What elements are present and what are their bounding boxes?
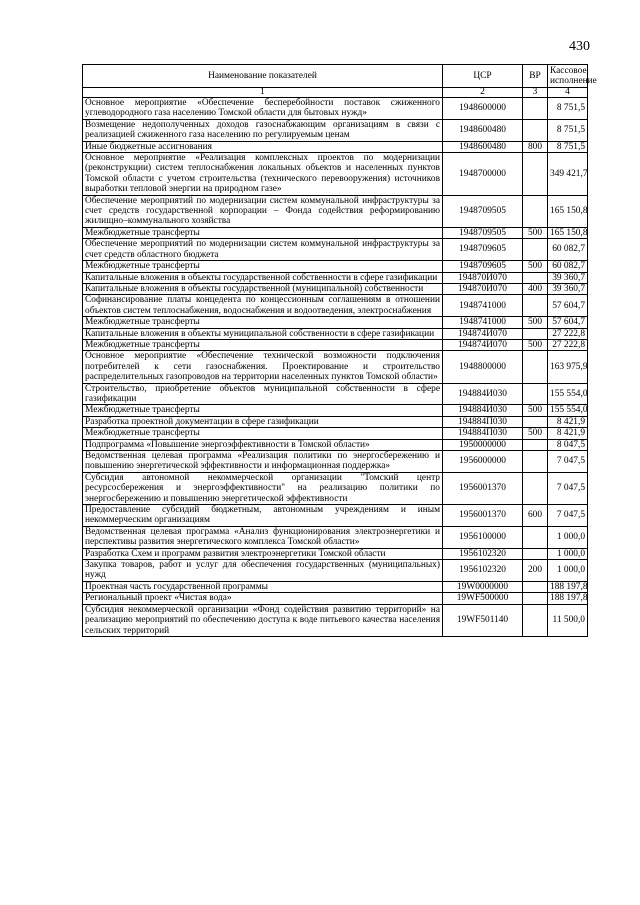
row-name-cell: Строительство, приобретение объектов муниципальной собственности в сфере газификации bbox=[83, 383, 443, 405]
row-vr-cell bbox=[523, 153, 548, 196]
row-name-cell: Субсидия некоммерческой организации «Фонд содействия развитию территорий» на реализацию мероприятий по обеспечению доступа к воде питьевого качества населения сельских территорий bbox=[83, 604, 443, 636]
row-sum-cell: 11 500,0 bbox=[548, 604, 588, 636]
row-name-cell: Подпрограмма «Повышение энергоэффективности в Томской области» bbox=[83, 439, 443, 450]
header-sum: Кассовое исполнение bbox=[548, 65, 588, 88]
row-csr-cell: 1948709505 bbox=[443, 195, 523, 227]
row-sum-cell: 60 082,7 bbox=[548, 239, 588, 261]
row-vr-cell bbox=[523, 593, 548, 604]
table-row bbox=[83, 439, 588, 450]
row-csr-cell: 1956100000 bbox=[443, 526, 523, 548]
row-csr-cell: 1948700000 bbox=[443, 153, 523, 196]
table-row bbox=[83, 451, 588, 473]
table-row bbox=[83, 405, 588, 416]
row-sum-cell: 7 047,5 bbox=[548, 472, 588, 504]
row-vr-cell bbox=[523, 195, 548, 227]
row-sum-cell: 188 197,8 bbox=[548, 581, 588, 592]
row-vr-cell: 400 bbox=[523, 283, 548, 294]
row-csr-cell: 194884И030 bbox=[443, 383, 523, 405]
table-row bbox=[83, 317, 588, 328]
row-name-cell: Обеспечение мероприятий по модернизации систем коммунальной инфраструктуры за счет средств государственной корпорации – Фонда содействия реформированию жилищно–коммунального хозяйства bbox=[83, 195, 443, 227]
row-vr-cell: 200 bbox=[523, 560, 548, 582]
row-sum-cell: 57 604,7 bbox=[548, 317, 588, 328]
row-name-cell: Межбюджетные трансферты bbox=[83, 428, 443, 439]
table-body bbox=[83, 98, 588, 637]
table-row bbox=[83, 593, 588, 604]
row-csr-cell: 19WF501140 bbox=[443, 604, 523, 636]
row-name-cell: Капитальные вложения в объекты государственной (муниципальной) собственности bbox=[83, 283, 443, 294]
row-sum-cell: 1 000,0 bbox=[548, 560, 588, 582]
row-csr-cell: 194870И070 bbox=[443, 272, 523, 283]
table-row bbox=[83, 272, 588, 283]
row-sum-cell: 27 222,8 bbox=[548, 328, 588, 339]
row-sum-cell: 39 360,7 bbox=[548, 272, 588, 283]
row-sum-cell: 188 197,8 bbox=[548, 593, 588, 604]
table-row bbox=[83, 283, 588, 294]
row-vr-cell bbox=[523, 526, 548, 548]
table-row bbox=[83, 98, 588, 120]
table-row bbox=[83, 339, 588, 350]
row-csr-cell: 1956102320 bbox=[443, 548, 523, 559]
row-name-cell: Предоставление субсидий бюджетным, автономным учреждениям и иным некоммерческим организациям bbox=[83, 505, 443, 527]
row-sum-cell: 165 150,8 bbox=[548, 195, 588, 227]
row-sum-cell: 60 082,7 bbox=[548, 261, 588, 272]
table-row bbox=[83, 560, 588, 582]
row-name-cell: Ведомственная целевая программа «Реализация политики по энергосбережению и повышению энергетической эффективности и информационная поддержка» bbox=[83, 451, 443, 473]
row-csr-cell: 1948800000 bbox=[443, 351, 523, 383]
row-vr-cell: 500 bbox=[523, 317, 548, 328]
row-vr-cell bbox=[523, 383, 548, 405]
row-sum-cell: 7 047,5 bbox=[548, 451, 588, 473]
row-csr-cell: 1956102320 bbox=[443, 560, 523, 582]
row-name-cell: Возмещение недополученных доходов газоснабжающим организациям в связи с реализацией сжиженного газа населению по регулируемым ценам bbox=[83, 119, 443, 141]
row-sum-cell: 155 554,0 bbox=[548, 405, 588, 416]
row-sum-cell: 349 421,7 bbox=[548, 153, 588, 196]
row-csr-cell: 1948741000 bbox=[443, 317, 523, 328]
row-csr-cell: 1956001370 bbox=[443, 472, 523, 504]
row-name-cell: Основное мероприятие «Реализация комплексных проектов по модернизации (реконструкции) систем теплоснабжения локальных объектов и населенных пунктов Томской области с учетом строительства (технического перевооружения) источников выработки тепловой энергии на природном газе» bbox=[83, 153, 443, 196]
row-csr-cell: 194870И070 bbox=[443, 283, 523, 294]
row-csr-cell: 19W0000000 bbox=[443, 581, 523, 592]
table-row bbox=[83, 548, 588, 559]
row-csr-cell: 194884П030 bbox=[443, 416, 523, 427]
row-vr-cell bbox=[523, 239, 548, 261]
budget-execution-table bbox=[82, 64, 597, 637]
row-vr-cell bbox=[523, 98, 548, 120]
row-csr-cell: 1956001370 bbox=[443, 505, 523, 527]
table-row bbox=[83, 526, 588, 548]
row-sum-cell: 27 222,8 bbox=[548, 339, 588, 350]
row-name-cell: Межбюджетные трансферты bbox=[83, 317, 443, 328]
row-csr-cell: 1956000000 bbox=[443, 451, 523, 473]
table-row bbox=[83, 581, 588, 592]
row-sum-cell: 8 751,5 bbox=[548, 141, 588, 152]
row-vr-cell: 600 bbox=[523, 505, 548, 527]
row-vr-cell: 500 bbox=[523, 339, 548, 350]
row-vr-cell bbox=[523, 272, 548, 283]
row-vr-cell bbox=[523, 351, 548, 383]
table-row bbox=[83, 195, 588, 227]
table-header-row bbox=[83, 65, 588, 88]
header-vr: ВР bbox=[523, 65, 548, 88]
table-row bbox=[83, 505, 588, 527]
table-row bbox=[83, 428, 588, 439]
row-name-cell: Капитальные вложения в объекты муниципальной собственности в сфере газификации bbox=[83, 328, 443, 339]
row-sum-cell: 1 000,0 bbox=[548, 548, 588, 559]
row-vr-cell bbox=[523, 119, 548, 141]
column-number: 3 bbox=[523, 88, 548, 98]
row-name-cell: Проектная часть государственной программы bbox=[83, 581, 443, 592]
row-vr-cell bbox=[523, 581, 548, 592]
row-name-cell: Региональный проект «Чистая вода» bbox=[83, 593, 443, 604]
row-vr-cell: 500 bbox=[523, 227, 548, 238]
row-sum-cell: 155 554,0 bbox=[548, 383, 588, 405]
row-vr-cell bbox=[523, 328, 548, 339]
row-vr-cell: 500 bbox=[523, 428, 548, 439]
table-row bbox=[83, 416, 588, 427]
row-sum-cell: 39 360,7 bbox=[548, 283, 588, 294]
row-name-cell: Капитальные вложения в объекты государственной собственности в сфере газификации bbox=[83, 272, 443, 283]
row-sum-cell: 57 604,7 bbox=[548, 295, 588, 317]
row-name-cell: Иные бюджетные ассигнования bbox=[83, 141, 443, 152]
row-name-cell: Разработка Схем и программ развития электроэнергетики Томской области bbox=[83, 548, 443, 559]
row-vr-cell bbox=[523, 416, 548, 427]
row-csr-cell: 194884П030 bbox=[443, 428, 523, 439]
row-sum-cell: 8 421,9 bbox=[548, 428, 588, 439]
row-csr-cell: 194874И070 bbox=[443, 339, 523, 350]
row-name-cell: Ведомственная целевая программа «Анализ функционирования электроэнергетики и перспективы развития энергетического комплекса Томской области» bbox=[83, 526, 443, 548]
row-name-cell: Разработка проектной документации в сфере газификации bbox=[83, 416, 443, 427]
row-vr-cell bbox=[523, 439, 548, 450]
row-csr-cell: 1948600480 bbox=[443, 141, 523, 152]
row-sum-cell: 7 047,5 bbox=[548, 505, 588, 527]
row-sum-cell: 8 047,5 bbox=[548, 439, 588, 450]
row-vr-cell bbox=[523, 604, 548, 636]
row-name-cell: Основное мероприятие «Обеспечение бесперебойности поставок сжиженного углеводородного газа населению Томской области для бытовых нужд» bbox=[83, 98, 443, 120]
column-number-row bbox=[83, 88, 588, 98]
table-row bbox=[83, 295, 588, 317]
row-name-cell: Межбюджетные трансферты bbox=[83, 339, 443, 350]
row-sum-cell: 165 150,8 bbox=[548, 227, 588, 238]
row-name-cell: Субсидия автономной некоммерческой организации "Томский центр ресурсосбережения и энергоэффективности" на реализацию политики по энергосбережению и повышению энергетической эффективности bbox=[83, 472, 443, 504]
table-row bbox=[83, 604, 588, 636]
row-vr-cell bbox=[523, 295, 548, 317]
row-csr-cell: 194884И030 bbox=[443, 405, 523, 416]
row-csr-cell: 1948709605 bbox=[443, 261, 523, 272]
row-sum-cell: 8 751,5 bbox=[548, 119, 588, 141]
row-sum-cell: 8 751,5 bbox=[548, 98, 588, 120]
row-name-cell: Софинансирование платы концедента по концессионным соглашениям в отношении объектов систем теплоснабжения, водоснабжения и водоотведения, электроснабжения bbox=[83, 295, 443, 317]
row-csr-cell: 1948709505 bbox=[443, 227, 523, 238]
row-vr-cell: 500 bbox=[523, 405, 548, 416]
row-name-cell: Межбюджетные трансферты bbox=[83, 261, 443, 272]
row-csr-cell: 1948741000 bbox=[443, 295, 523, 317]
row-csr-cell: 19WF500000 bbox=[443, 593, 523, 604]
row-name-cell: Закупка товаров, работ и услуг для обеспечения государственных (муниципальных) нужд bbox=[83, 560, 443, 582]
header-csr: ЦСР bbox=[443, 65, 523, 88]
table-row bbox=[83, 383, 588, 405]
table-row bbox=[83, 472, 588, 504]
row-name-cell: Обеспечение мероприятий по модернизации систем коммунальной инфраструктуры за счет средств областного бюджета bbox=[83, 239, 443, 261]
table-row bbox=[83, 239, 588, 261]
row-vr-cell bbox=[523, 548, 548, 559]
table-row bbox=[83, 261, 588, 272]
row-vr-cell bbox=[523, 472, 548, 504]
page-number: 430 bbox=[569, 39, 590, 54]
column-number: 1 bbox=[83, 88, 443, 98]
column-number: 2 bbox=[443, 88, 523, 98]
row-sum-cell: 163 975,9 bbox=[548, 351, 588, 383]
header-name: Наименование показателей bbox=[83, 65, 443, 88]
row-name-cell: Межбюджетные трансферты bbox=[83, 405, 443, 416]
row-csr-cell: 1950000000 bbox=[443, 439, 523, 450]
row-name-cell: Основное мероприятие «Обеспечение технической возможности подключения потребителей к сети газоснабжения. Проектирование и строительство распределительных газопроводов на территории населенных пунктов Томской области» bbox=[83, 351, 443, 383]
row-sum-cell: 8 421,9 bbox=[548, 416, 588, 427]
table-row bbox=[83, 227, 588, 238]
table-row bbox=[83, 153, 588, 196]
row-vr-cell: 500 bbox=[523, 261, 548, 272]
column-number: 4 bbox=[548, 88, 588, 98]
row-sum-cell: 1 000,0 bbox=[548, 526, 588, 548]
table-row bbox=[83, 351, 588, 383]
row-csr-cell: 194874И070 bbox=[443, 328, 523, 339]
row-csr-cell: 1948600000 bbox=[443, 98, 523, 120]
row-csr-cell: 1948600480 bbox=[443, 119, 523, 141]
row-csr-cell: 1948709605 bbox=[443, 239, 523, 261]
row-name-cell: Межбюджетные трансферты bbox=[83, 227, 443, 238]
table-row bbox=[83, 141, 588, 152]
row-vr-cell bbox=[523, 451, 548, 473]
table-row bbox=[83, 328, 588, 339]
table-row bbox=[83, 119, 588, 141]
row-vr-cell: 800 bbox=[523, 141, 548, 152]
